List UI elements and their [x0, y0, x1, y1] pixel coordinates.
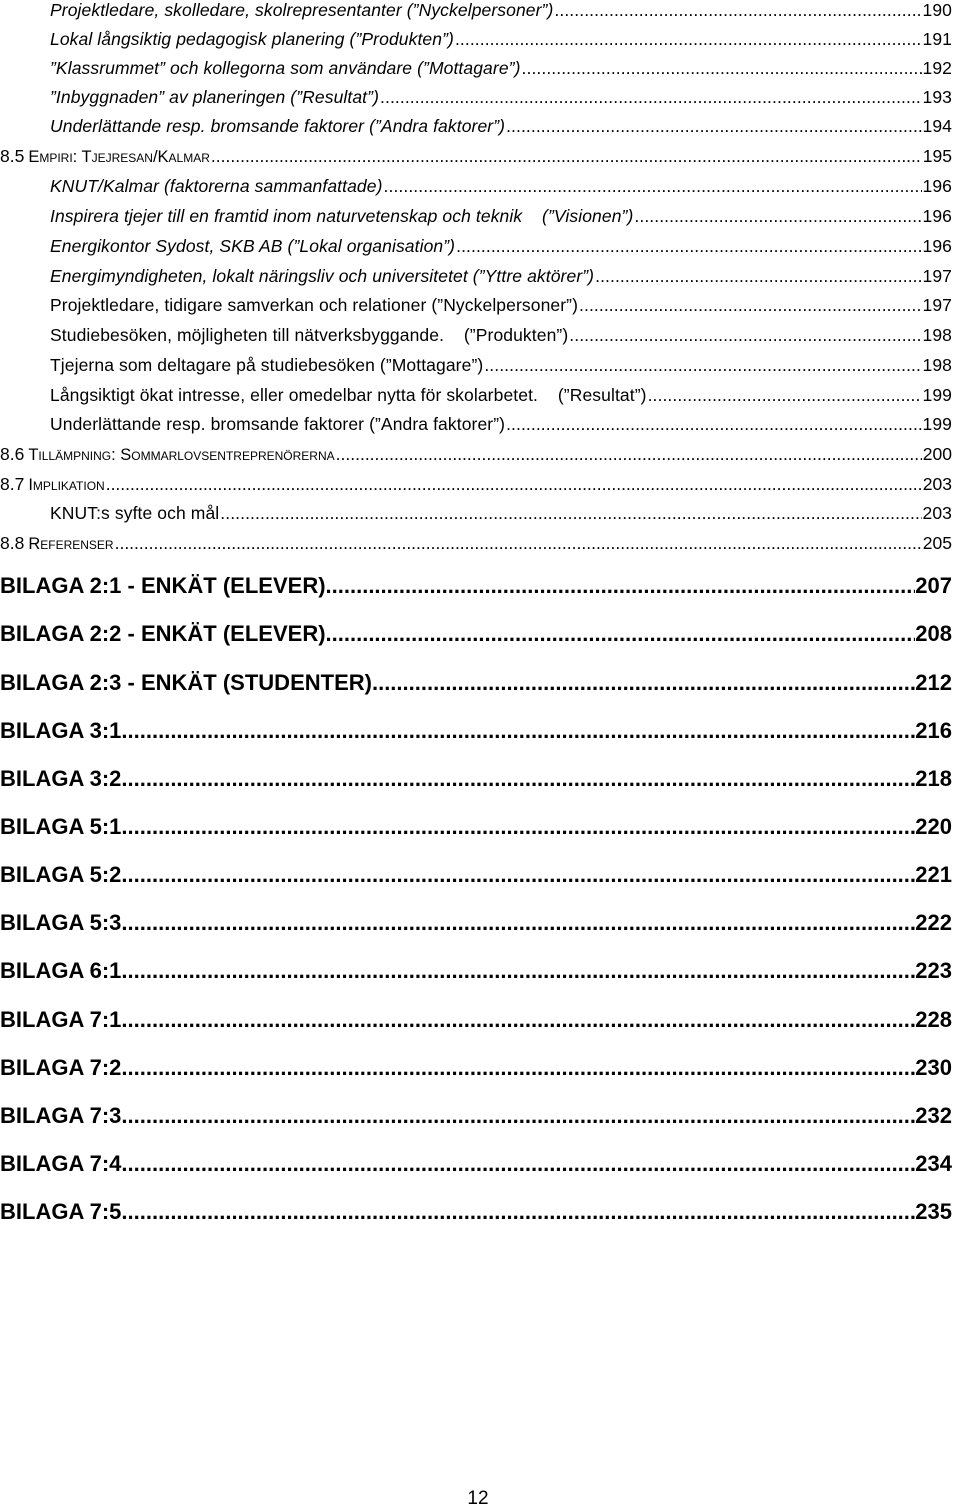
toc-appendix-entry[interactable]	[0, 718, 952, 744]
toc-appendix-title: BILAGA 6:1	[0, 958, 122, 983]
toc-entry-page: 198	[922, 325, 952, 345]
toc-section-title: Implikation	[28, 476, 105, 494]
toc-leader	[121, 1103, 915, 1129]
toc-entry-page: 221	[915, 862, 952, 887]
toc-entry[interactable]	[50, 236, 952, 257]
toc-entry-title: Projektledare, skolledare, skolrepresentanter (”Nyckelpersoner”)	[50, 0, 554, 20]
toc-section-entry[interactable]	[0, 533, 952, 554]
toc-leader	[506, 116, 921, 137]
toc-appendix-entry[interactable]	[0, 573, 952, 599]
toc-appendix-entry[interactable]	[0, 621, 952, 647]
toc-entry-page: 197	[922, 295, 952, 315]
toc-leader	[121, 1007, 915, 1033]
toc-section-number: 8.6	[0, 444, 25, 464]
toc-entry-page: 200	[922, 444, 952, 464]
toc-leader	[484, 355, 921, 376]
toc-entry[interactable]	[50, 325, 952, 346]
toc-leader	[455, 29, 922, 50]
toc-leader	[569, 325, 921, 346]
toc-entry-title: Studiebesöken, möjligheten till nätverksbyggande. (”Produkten”)	[50, 325, 569, 345]
toc-appendix-title: BILAGA 5:1	[0, 814, 122, 839]
toc-leader	[456, 236, 921, 257]
toc-entry[interactable]	[50, 295, 952, 316]
toc-appendix-title: BILAGA 2:3 - ENKÄT (STUDENTER)	[0, 670, 372, 695]
toc-entry-page: 199	[922, 414, 952, 434]
toc-entry-page: 230	[915, 1055, 952, 1080]
toc-appendix-title: BILAGA 7:5	[0, 1199, 122, 1224]
toc-entry[interactable]	[50, 206, 952, 227]
toc-entry-page: 196	[922, 236, 952, 256]
toc-entry[interactable]	[50, 266, 952, 287]
toc-entry-title: ”Klassrummet” och kollegorna som användare (”Mottagare”)	[50, 58, 521, 78]
toc-entry-page: 203	[922, 503, 952, 523]
toc-entry-title: ”Inbyggnaden” av planeringen (”Resultat”)	[50, 87, 380, 107]
toc-entry-page: 218	[915, 766, 952, 791]
toc-entry-page: 205	[922, 533, 952, 553]
toc-appendix-title: BILAGA 7:1	[0, 1007, 122, 1032]
toc-leader	[384, 176, 922, 197]
toc-entry-title: KNUT/Kalmar (faktorerna sammanfattade)	[50, 176, 383, 196]
toc-entry-page: 199	[922, 385, 952, 405]
toc-entry-page: 197	[922, 266, 952, 286]
toc-leader	[106, 474, 922, 495]
toc-leader	[380, 87, 921, 108]
toc-leader	[121, 1151, 915, 1177]
toc-entry[interactable]	[50, 87, 952, 108]
toc-appendix-entry[interactable]	[0, 766, 952, 792]
toc-leader	[522, 58, 922, 79]
toc-entry[interactable]	[50, 58, 952, 79]
toc-entry-page: 198	[922, 355, 952, 375]
toc-appendix-entry[interactable]	[0, 958, 952, 984]
toc-entry-page: 193	[922, 87, 952, 107]
toc-appendix-entry[interactable]	[0, 1151, 952, 1177]
toc-entry[interactable]	[50, 385, 952, 406]
toc-entry-page: 220	[915, 814, 952, 839]
toc-appendix-title: BILAGA 2:2 - ENKÄT (ELEVER)	[0, 621, 326, 646]
toc-leader	[220, 503, 921, 524]
toc-appendix-title: BILAGA 3:1	[0, 718, 122, 743]
toc-entry-title: KNUT:s syfte och mål	[50, 503, 220, 523]
toc-entry-page: 223	[915, 958, 952, 983]
toc-entry-page: 232	[915, 1103, 952, 1128]
toc-leader	[595, 266, 921, 287]
toc-appendix-entry[interactable]	[0, 1055, 952, 1081]
toc-appendix-entry[interactable]	[0, 1103, 952, 1129]
toc-entry[interactable]	[50, 503, 952, 524]
toc-entry-page: 195	[922, 146, 952, 166]
toc-appendix-entry[interactable]	[0, 1199, 952, 1225]
toc-entry-page: 191	[922, 29, 952, 49]
toc-section-title: Tillämpning: Sommarlovsentreprenörerna	[28, 446, 335, 464]
toc-entry-title: Energimyndigheten, lokalt näringsliv och universitetet (”Yttre aktörer”)	[50, 266, 595, 286]
toc-entry-title: Tjejerna som deltagare på studiebesöken (”Mottagare”)	[50, 355, 484, 375]
toc-leader	[634, 206, 921, 227]
toc-section-entry[interactable]	[0, 444, 952, 465]
toc-leader	[554, 0, 921, 21]
toc-entry-page: 234	[915, 1151, 952, 1176]
toc-leader	[121, 958, 915, 984]
toc-section-entry[interactable]	[0, 474, 952, 495]
toc-entry-page: 235	[915, 1199, 952, 1224]
toc-leader	[121, 766, 915, 792]
toc-section-title: Referenser	[28, 535, 114, 553]
toc-entry-page: 207	[915, 573, 952, 598]
toc-leader	[121, 814, 915, 840]
toc-appendix-title: BILAGA 5:3	[0, 910, 122, 935]
toc-entry-page: 212	[915, 670, 952, 695]
toc-appendix-title: BILAGA 3:2	[0, 766, 122, 791]
toc-entry-title: Lokal långsiktig pedagogisk planering (”Produkten”)	[50, 29, 454, 49]
toc-leader	[648, 385, 922, 406]
toc-leader	[506, 414, 921, 435]
toc-entry[interactable]	[50, 355, 952, 376]
toc-appendix-entry[interactable]	[0, 670, 952, 696]
toc-leader	[372, 670, 915, 696]
toc-leader	[211, 146, 922, 167]
toc-entry-page: 208	[915, 621, 952, 646]
toc-leader	[115, 533, 922, 554]
toc-entry-page: 222	[915, 910, 952, 935]
toc-entry[interactable]	[50, 116, 952, 137]
toc-entry[interactable]	[50, 414, 952, 435]
toc-appendix-entry[interactable]	[0, 910, 952, 936]
toc-entry-title: Underlättande resp. bromsande faktorer (”Andra faktorer”)	[50, 116, 506, 136]
toc-leader	[121, 1055, 915, 1081]
toc-appendix-title: BILAGA 5:2	[0, 862, 122, 887]
toc-entry[interactable]	[50, 29, 952, 50]
toc-appendix-entry[interactable]	[0, 862, 952, 888]
toc-appendix-title: BILAGA 7:3	[0, 1103, 122, 1128]
toc-appendix-title: BILAGA 7:4	[0, 1151, 122, 1176]
toc-leader	[121, 862, 915, 888]
toc-leader	[121, 718, 915, 744]
toc-leader	[121, 1199, 915, 1225]
page-number: 12	[467, 1488, 489, 1509]
toc-entry-page: 196	[922, 176, 952, 196]
toc-entry-page: 190	[922, 0, 952, 20]
toc-entry[interactable]	[50, 0, 952, 21]
toc-entry-page: 192	[922, 58, 952, 78]
toc-leader	[121, 910, 915, 936]
toc-leader	[326, 621, 916, 647]
toc-entry-page: 194	[922, 116, 952, 136]
toc-leader	[579, 295, 921, 316]
toc-section-number: 8.5	[0, 146, 25, 166]
toc-section-entry[interactable]	[0, 146, 952, 167]
toc-entry-page: 203	[922, 474, 952, 494]
toc-entry-page: 228	[915, 1007, 952, 1032]
toc-appendix-title: BILAGA 7:2	[0, 1055, 122, 1080]
toc-entry-page: 216	[915, 718, 952, 743]
toc-entry-title: Inspirera tjejer till en framtid inom naturvetenskap och teknik (”Visionen”)	[50, 206, 634, 226]
toc-entry-page: 196	[922, 206, 952, 226]
toc-appendix-entry[interactable]	[0, 1007, 952, 1033]
toc-entry-title: Långsiktigt ökat intresse, eller omedelbar nytta för skolarbetet. (”Resultat”)	[50, 385, 647, 405]
toc-section-number: 8.7	[0, 474, 25, 494]
toc-appendix-entry[interactable]	[0, 814, 952, 840]
toc-entry[interactable]	[50, 176, 952, 197]
toc-section-number: 8.8	[0, 533, 25, 553]
toc-entry-title: Energikontor Sydost, SKB AB (”Lokal organisation”)	[50, 236, 456, 256]
toc-leader	[326, 573, 916, 599]
toc-leader	[336, 444, 922, 465]
toc-appendix-title: BILAGA 2:1 - ENKÄT (ELEVER)	[0, 573, 326, 598]
toc-entry-title: Projektledare, tidigare samverkan och relationer (”Nyckelpersoner”)	[50, 295, 579, 315]
toc-entry-title: Underlättande resp. bromsande faktorer (”Andra faktorer”)	[50, 414, 506, 434]
toc-section-title: Empiri: Tjejresan/Kalmar	[28, 148, 210, 166]
